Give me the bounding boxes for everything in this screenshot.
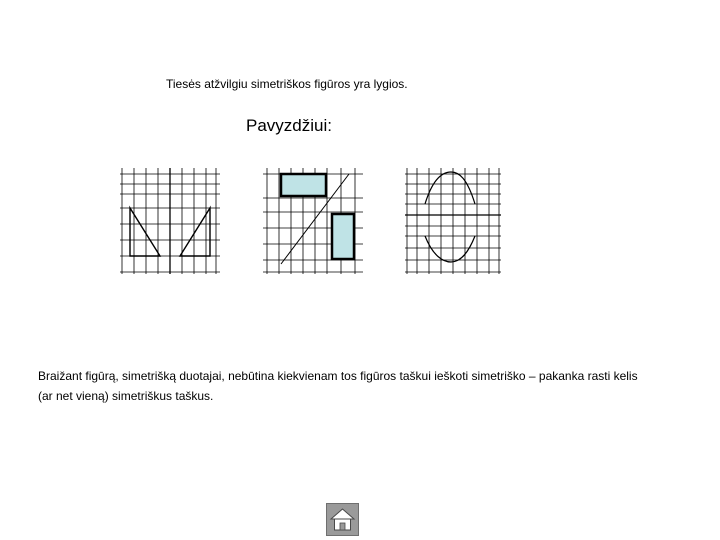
body-paragraph: Braižant figūrą, simetrišką duotajai, nebūtina kiekvienam tos figūros taškui ieškoti simetriško – pakanka rasti kelis (ar net vieną) simetriškus taškus. (38, 369, 638, 403)
figure-curves (405, 168, 501, 274)
home-icon (327, 504, 358, 535)
home-button[interactable] (326, 503, 359, 536)
triangle-right (180, 208, 210, 256)
slide-heading: Tiesės atžvilgiu simetriškos figūros yra lygios. (166, 77, 408, 91)
grid (405, 168, 501, 274)
curve-upper (425, 172, 475, 204)
triangle-left (130, 208, 160, 256)
slide-subheading: Pavyzdžiui: (246, 116, 332, 135)
rectangle-vertical (332, 214, 354, 259)
rectangle-horizontal (281, 174, 326, 196)
figure-rectangles (263, 168, 363, 274)
curve-lower (425, 236, 475, 262)
figure-triangles (120, 168, 220, 274)
